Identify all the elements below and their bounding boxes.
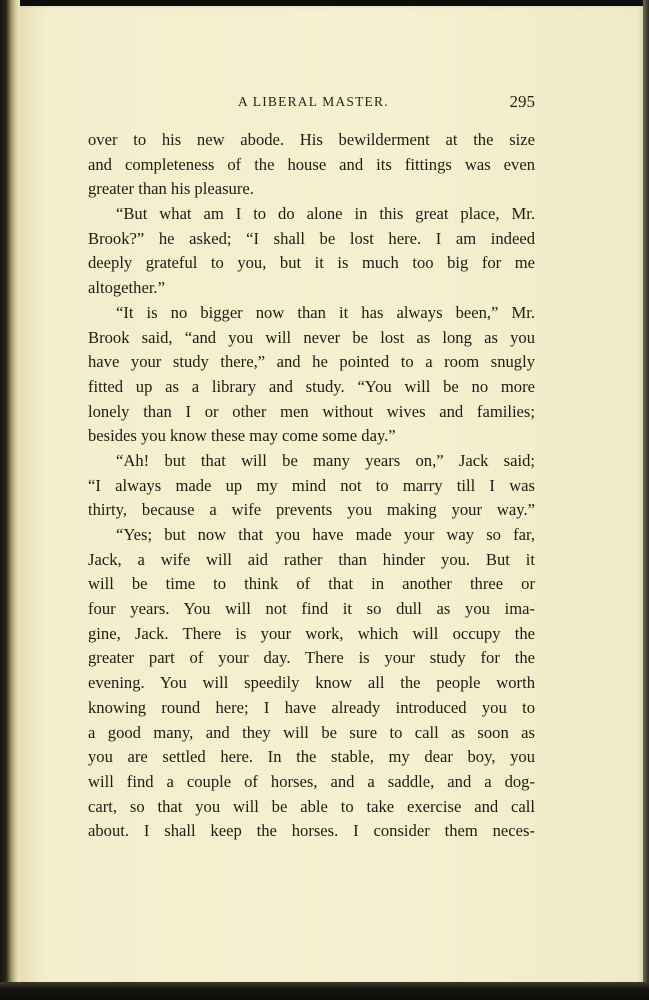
text-line: fitted up as a library and study. “You will be no more	[88, 376, 535, 396]
text-line: will find a couple of horses, and a saddle, and a dog-	[88, 771, 535, 791]
text-line: “Yes; but now that you have made your way so far,	[116, 525, 535, 544]
text-line: “Ah! but that will be many years on,” Jack said;	[116, 450, 535, 470]
text-line: lonely than I or other men without wives and families;	[88, 401, 535, 421]
text-line: Brook said, “and you will never be lost as long as you	[88, 327, 535, 347]
text-line: besides you know these may come some day.”	[88, 426, 396, 446]
text-line: you are settled here. In the stable, my dear boy, you	[88, 747, 535, 767]
text-line: altogether.”	[88, 278, 165, 298]
running-head	[88, 92, 535, 114]
text-line: greater part of your day. There is your study for the	[88, 648, 535, 668]
body-text	[88, 128, 535, 844]
chapter-title: A LIBERAL MASTER.	[238, 94, 389, 109]
text-line: deeply grateful to you, but it is much too big for me	[88, 253, 535, 273]
text-line: “I always made up my mind not to marry till I was	[88, 475, 535, 495]
text-line: Jack, a wife will aid rather than hinder you. But it	[88, 549, 535, 569]
text-line: and completeness of the house and its fittings was even	[88, 154, 535, 174]
text-line: “But what am I to do alone in this great place, Mr.	[116, 204, 535, 224]
text-line: will be time to think of that in another three or	[88, 574, 535, 594]
page-number: 295	[509, 92, 535, 111]
text-line: a good many, and they will be sure to call as soon as	[88, 722, 535, 742]
text-line: Brook?” he asked; “I shall be lost here. I am indeed	[88, 228, 535, 248]
book-binding	[0, 0, 20, 1000]
page-right-edge	[643, 0, 649, 1000]
text-line: greater than his pleasure.	[88, 179, 254, 199]
book-bottom-edge	[0, 982, 649, 1000]
text-line: thirty, because a wife prevents you making your way.”	[88, 500, 535, 520]
text-line: “It is no bigger now than it has always been,” Mr.	[116, 302, 535, 322]
text-line: gine, Jack. There is your work, which will occupy the	[88, 623, 535, 643]
text-line: four years. You will not find it so dull as you ima-	[88, 599, 535, 619]
text-line: about. I shall keep the horses. I consider them neces-	[88, 821, 535, 841]
text-line: evening. You will speedily know all the people worth	[88, 673, 535, 693]
text-line: over to his new abode. His bewilderment at the size	[88, 130, 535, 149]
text-line: have your study there,” and he pointed to a room snugly	[88, 352, 535, 372]
text-line: knowing round here; I have already introduced you to	[88, 697, 535, 717]
text-line: cart, so that you will be able to take exercise and call	[88, 796, 535, 816]
